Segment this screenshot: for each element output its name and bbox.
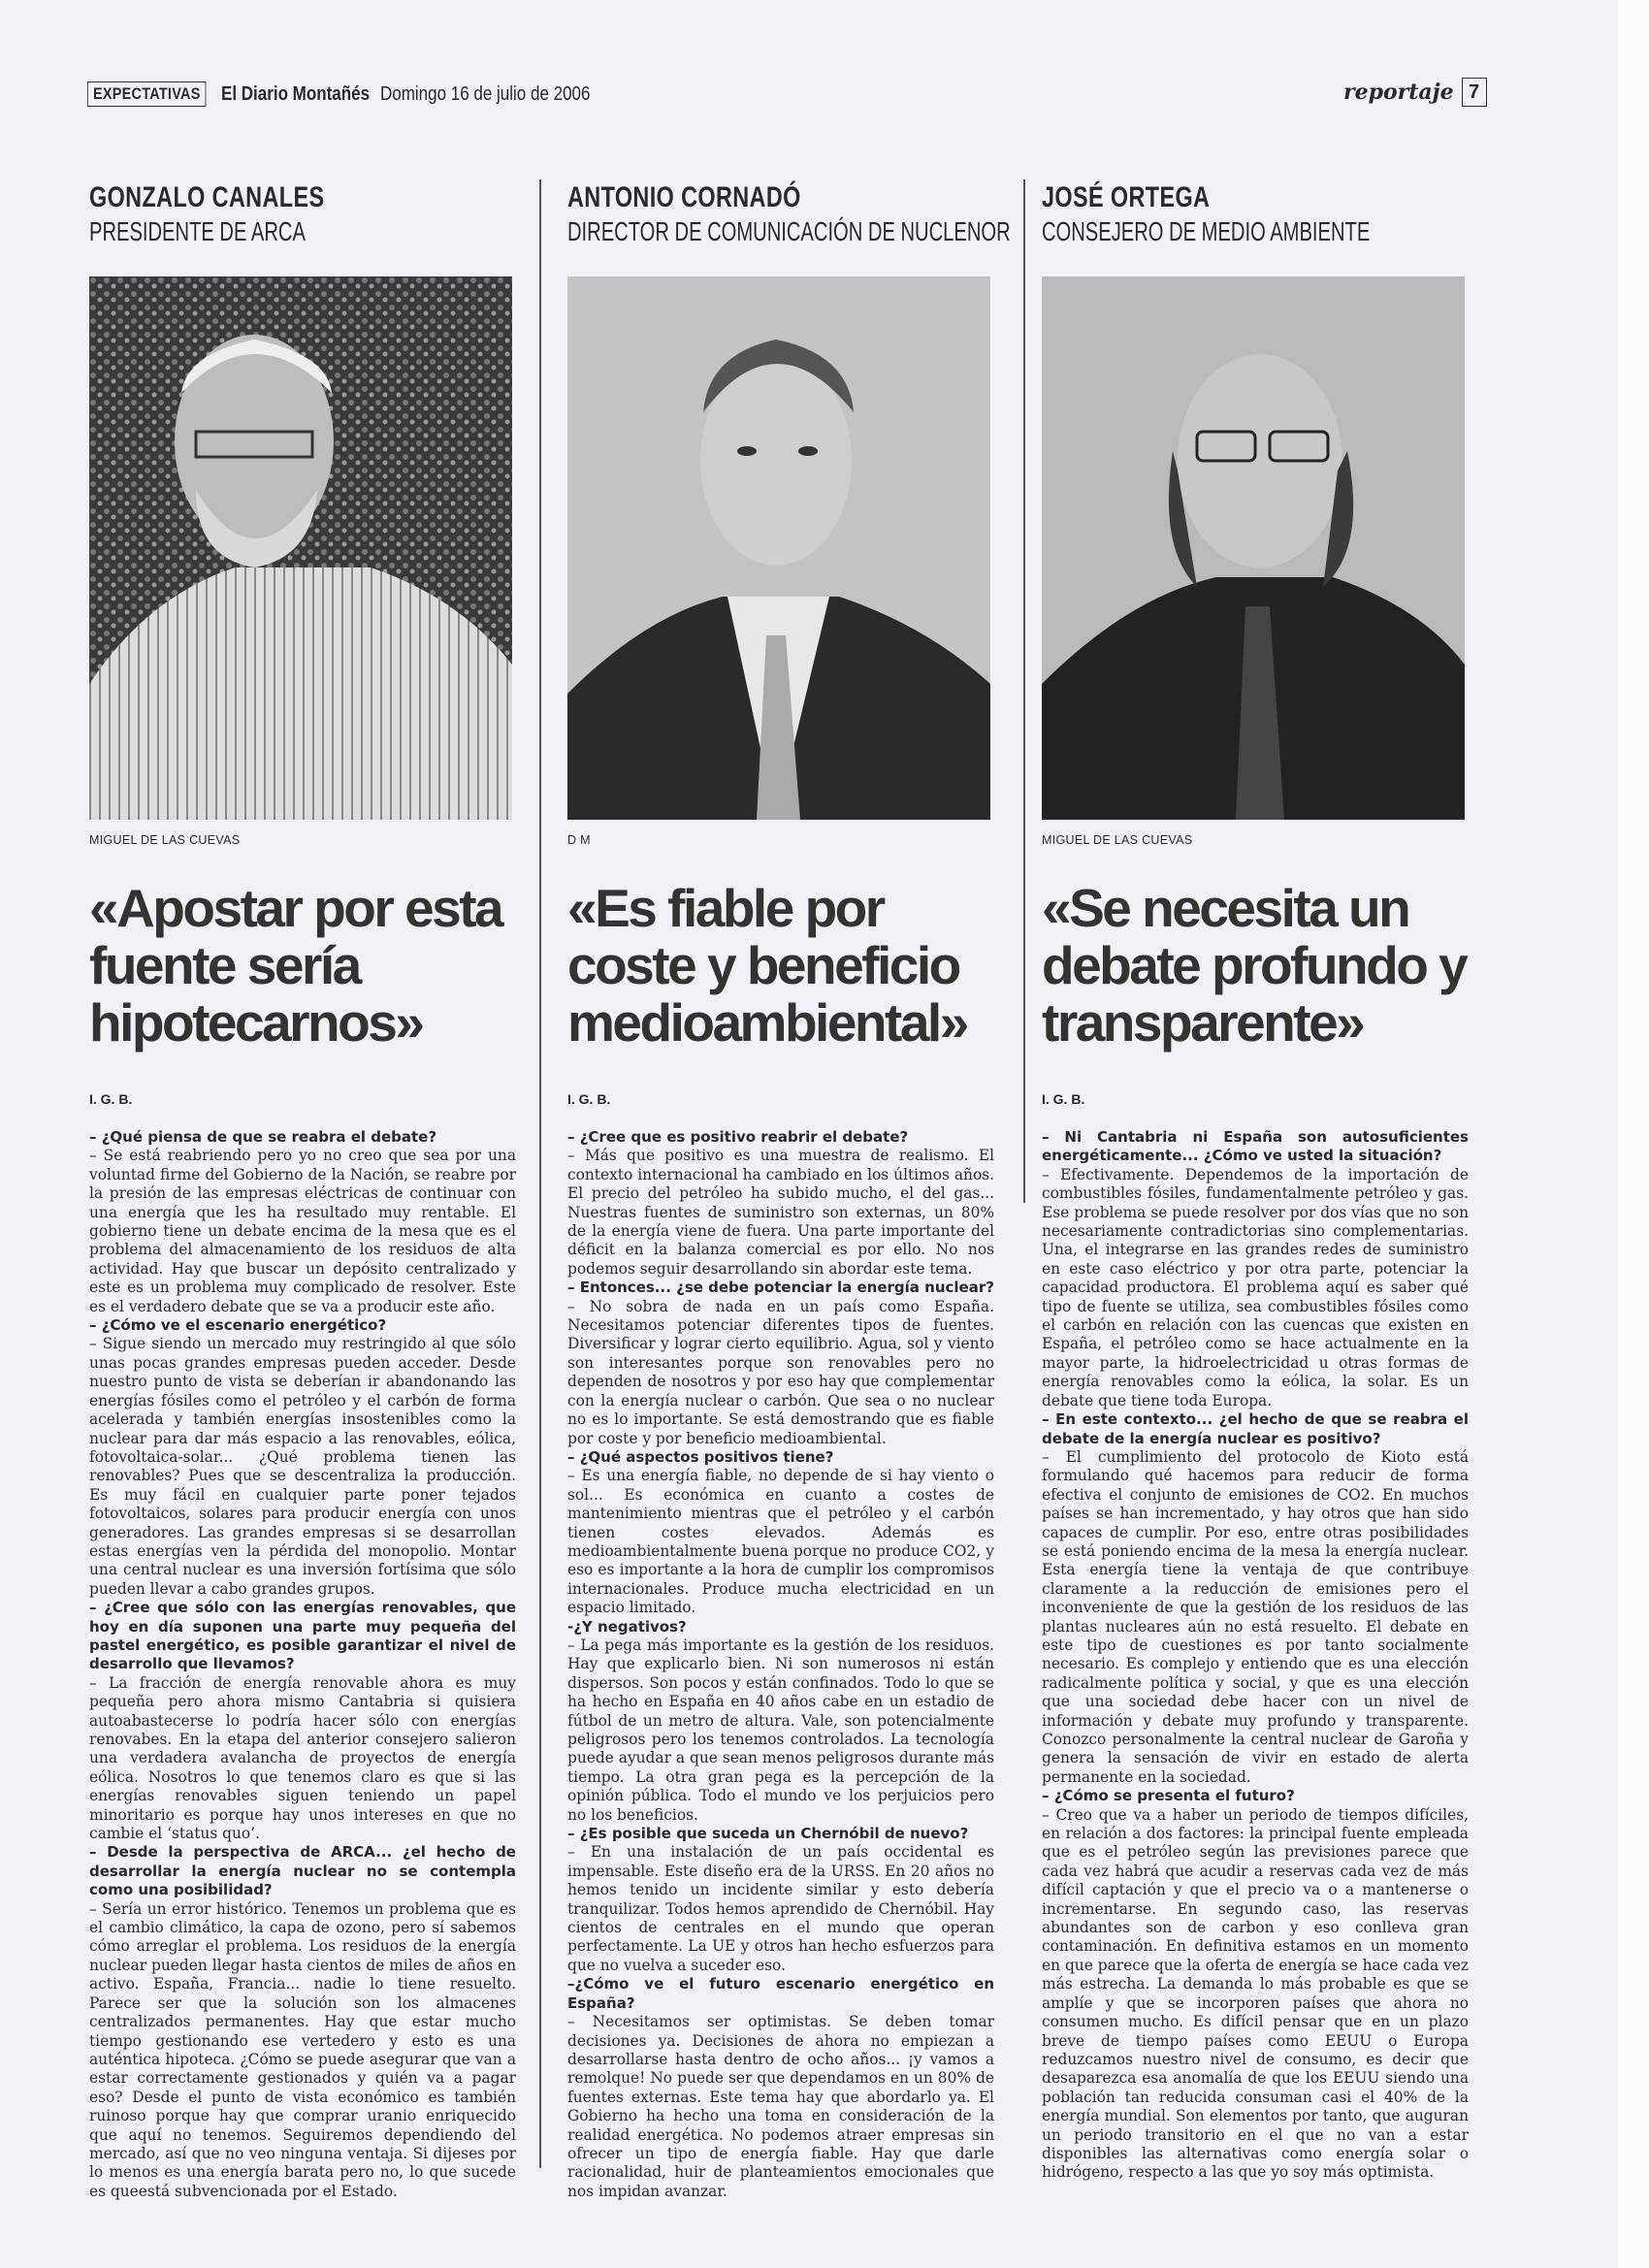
byline: I. G. B. (89, 1091, 133, 1107)
page-folio (1343, 78, 1487, 107)
question: – En este contexto... ¿el hecho de que se reabra el debate de la energía nuclear es positivo? (1042, 1410, 1469, 1447)
answer: – No sobra de nada en un país como España. Necesitamos potenciar diferentes tipos de fuentes. Diversificar y lograr cierto equilibrio. Agua, sol y viento son interesantes porque son renovables pero no dependen de nosotros y por eso hay que complementar con la energía nuclear o carbón. Que sea o no nuclear no es lo importante. Se está demostrando que es fiable por coste y por beneficio medioambiental. (567, 1297, 994, 1447)
interviewee-name: JOSÉ ORTEGA (1042, 181, 1211, 213)
answer: – Sería un error histórico. Tenemos un problema que es el cambio climático, la capa de ozono, pero sí sabemos cómo arreglar el problema. Los residuos de la energía nuclear pueden llegar hasta cientos de miles de años en activo. España, Francia... nadie lo tiene resuelto. Parece ser que la solución son los almacenes centralizados permanentes. Hay que estar mucho tiempo gestionando ese vertedero y esto es una auténtica hipoteca. ¿Cómo se puede asegurar que van a estar correctamente gestionados y quién va a pagar eso? Desde el punto de vista económico es también ruinoso porque hay que comprar uranio enriquecido que aquí no tenemos. Seguiremos dependiendo del mercado, así que no veo ninguna ventaja. Si dijeses por lo menos es una energía barata pero no, lo que sucede es queestá subvencionada por el Estado. (89, 1899, 516, 2200)
section-label: EXPECTATIVAS (87, 81, 207, 107)
portrait-photo (89, 276, 512, 820)
photo-credit: MIGUEL DE LAS CUEVAS (1042, 833, 1193, 847)
question: – ¿Es posible que suceda un Chernóbil de nuevo? (567, 1825, 969, 1843)
question: – ¿Cómo se presenta el futuro? (1042, 1787, 1295, 1805)
interviewee-role: CONSEJERO DE MEDIO AMBIENTE (1042, 216, 1371, 246)
page-edge (1618, 0, 1649, 2268)
interview-column (89, 175, 516, 2201)
question: – ¿Qué aspectos positivos tiene? (567, 1447, 834, 1466)
interview-body (89, 1128, 516, 2201)
interviewee-role: DIRECTOR DE COMUNICACIÓN DE NUCLENOR (567, 216, 1011, 246)
answer: – Sigue siendo un mercado muy restringido al que sólo unas pocas grandes empresas pueden acceder. Desde nuestro punto de vista se deberían ir abandonando las energías fósiles como el petróleo y el carbón de forma acelerada y también energías insostenibles como la nuclear para dar más espacio a las renovables, eólica, fotovoltaica-solar... ¿Qué problema tienen las renovables? Pues que se descentraliza la producción. Es muy fácil en cualquier parte poner tejados fotovoltaicos, solares para producir energía con unos generadores. Las grandes empresas si se desarrollan estas energías ven la pérdida del monopolio. Montar una central nuclear es una inversión fortísima que sólo pueden llevar a cabo grandes grupos. (89, 1335, 516, 1598)
column-divider (539, 179, 541, 2168)
newspaper-name: El Diario Montañés (221, 82, 371, 105)
question: -¿Y negativos? (567, 1617, 687, 1636)
answer: – La pega más importante es la gestión de los residuos. Hay que explicarlo bien. Ni son numerosos ni están dispersos. Son pocos y están confinados. Todo lo que se ha hecho en España en 40 años cabe en un estadio de fútbol de un metro de altura. Vale, son potencialmente peligrosos pero los tenemos controlados. La tecnología puede ayudar a que sean menos peligrosos durante más tiempo. La otra gran pega es la percepción de la opinión pública. Todo el mundo ve los perjuicios pero no los beneficios. (567, 1636, 994, 1824)
question: – ¿Cree que sólo con las energías renovables, que hoy en día suponen una parte muy pequeña del pastel energético, es posible garantizar el nivel de desarrollo que llevamos? (89, 1599, 516, 1673)
answer: – Creo que va a haber un periodo de tiempos difíciles, en relación a dos factores: la principal fuente empleada que es el petróleo según las previsiones parece que cada vez habrá que acudir a reservas cada vez de más difícil captación y que el precio va o a mantenerse o incrementarse. En segundo caso, las reservas abundantes son de carbon y eso conlleva gran contaminación. En definitiva estamos en un momento en que parece que la oferta de energía se hace cada vez más estrecha. La demanda lo más probable es que se amplíe y que se incorporen países que ahora no consumen mucho. Es difícil pensar que en un plazo breve de tiempo países como EEUU o Europa reduzcamos nuestro nivel de consumo, es decir que desaparezca esa anomalía de que los EEUU siendo una población tan reducida consuman casi el 40% de la energía mundial. Son elementos por tanto, que auguran un periodo transitorio en el que no van a estar disponibles las alternativas como energía solar o hidrógeno, respecto a las que yo soy más optimista. (1042, 1805, 1469, 2182)
interview-column (567, 175, 1011, 2201)
byline: I. G. B. (1042, 1091, 1085, 1107)
portrait-photo (567, 276, 990, 820)
photo-credit: MIGUEL DE LAS CUEVAS (89, 833, 241, 847)
interviewee-role: PRESIDENTE DE ARCA (89, 216, 306, 246)
question: – ¿Qué piensa de que se reabra el debate? (89, 1128, 437, 1146)
question: – Entonces... ¿se debe potenciar la energía nuclear? (567, 1279, 994, 1297)
page-number: 7 (1462, 78, 1487, 107)
interview-body (1042, 1128, 1469, 2183)
page-header (87, 81, 628, 107)
interviewee-name: GONZALO CANALES (89, 181, 325, 213)
headline: «Es fiable por coste y beneficio medioambiental» (567, 878, 967, 1053)
question: –¿Cómo ve el futuro escenario energético en España? (567, 1975, 994, 2012)
question: – Ni Cantabria ni España son autosuficientes energéticamente... ¿Cómo ve usted la situación? (1042, 1128, 1469, 1165)
answer: – Necesitamos ser optimistas. Se deben tomar decisiones ya. Decisiones de ahora no empiezan a desarrollarse hasta dentro de ocho años... ¡y vamos a remolque! No puede ser que dependamos en un 80% de fuentes externas. Este tema hay que abordarlo ya. El Gobierno ha hecho una toma en consideración de la realidad energética. No podemos atraer empresas sin ofrecer un tipo de energía fiable. Hay que darle racionalidad, huir de planteamientos emocionales que nos impidan avanzar. (567, 2013, 994, 2200)
question: – Desde la perspectiva de ARCA... ¿el hecho de desarrollar la energía nuclear no se contempla como una posibilidad? (89, 1843, 516, 1899)
interview-body (567, 1128, 994, 2201)
answer: – En una instalación de un país occidental es impensable. Este diseño era de la URSS. En 20 años no hemos tenido un incidente similar y esto debería tranquilizar. Todos hemos aprendido de Chernóbil. Hay cientos de centrales en el mundo que operan perfectamente. La UE y otros han hecho esfuerzos para que no vuelva a suceder eso. (567, 1843, 994, 1974)
issue-date: Domingo 16 de julio de 2006 (380, 82, 591, 105)
page-section: reportaje (1343, 80, 1454, 105)
question: – ¿Cómo ve el escenario energético? (89, 1316, 387, 1335)
question: – ¿Cree que es positivo reabrir el debate? (567, 1128, 909, 1146)
answer: – Se está reabriendo pero yo no creo que sea por una voluntad firme del Gobierno de la Nación, se reabre por la presión de las empresas eléctricas de continuar con una energía que les ha resultado muy rentable. El gobierno tiene un debate encima de la mesa que es el problema del almacenamiento de los residuos de alta actividad. Hay que buscar un depósito centralizado y este es un problema muy complicado de resolver. Este es el verdadero debate que se va a producir este año. (89, 1147, 516, 1315)
byline: I. G. B. (567, 1091, 611, 1107)
interviewee-name: ANTONIO CORNADÓ (567, 181, 801, 213)
interview-column (1042, 175, 1469, 2183)
answer: – Es una energía fiable, no depende de si hay viento o sol... Es económica en cuanto a costes de mantenimiento mientras que el petróleo y el carbón tienen costes elevados. Además es medioambientalmente buena porque no produce CO2, y eso es importante a la hora de cumplir los compromisos internacionales. Produce mucha electricidad en un espacio limitado. (567, 1467, 994, 1617)
headline: «Se necesita un debate profundo y transparente» (1042, 878, 1467, 1053)
answer: – Más que positivo es una muestra de realismo. El contexto internacional ha cambiado en los últimos años. El precio del petróleo ha subido mucho, el del gas... Nuestras fuentes de suministro son externas, un 80% de la energía viene de fuera. Una parte importante del déficit en la balanza comercial es por ello. No nos podemos seguir desarrollando sin abordar este tema. (567, 1147, 994, 1278)
column-divider (1023, 179, 1025, 1203)
answer: – Efectivamente. Dependemos de la importación de combustibles fósiles, fundamentalmente petróleo y gas. Ese problema se puede resolver por dos vías que no son necesariamente contradictorias sino complementarias. Una, el integrarse en las grandes redes de suministro en este caso eléctrico y por otra parte, potenciar la capacidad productora. El problema aquí es saber qué tipo de fuente se utiliza, sea combustibles fósiles como el carbón en relación con las cuencas que existen en España, el petróleo como se hace actualmente en la mayor parte, la hidroelectricidad u otras formas de energía renovables como la eólica, la solar. Es un debate que tiene toda Europa. (1042, 1165, 1469, 1409)
portrait-photo (1042, 276, 1465, 820)
answer: – El cumplimiento del protocolo de Kioto está formulando qué hacemos para reducir de forma efectiva el conjunto de emisiones de CO2. En muchos países se han incrementado, y hay otros que han sido capaces de cumplir. Por eso, entre otras posibilidades se está poniendo encima de la mesa la energía nuclear. Esta energía tiene la ventaja de que contribuye claramente a la reducción de emisiones pero el inconveniente de que la gestión de los residuos de las plantas nucleares aún no está resuelto. El debate en este tipo de cuestiones es por tanto socialmente necesario. Es complejo y entiendo que es una elección radicalmente política y social, y que es una elección que una sociedad debe hacer con un nivel de información y debate muy profundo y transparente. Conozco personalmente la central nuclear de Garoña y genera la sensación de vivir en estado de alerta permanente en la sociedad. (1042, 1447, 1469, 1786)
headline: «Apostar por esta fuente sería hipotecarnos» (89, 878, 502, 1053)
photo-credit: D M (567, 833, 591, 847)
answer: – La fracción de energía renovable ahora es muy pequeña pero ahora mismo Cantabria si quisiera autoabastecerse lo podría hacer sólo con energías renovabes. En la etapa del anterior consejero salieron una verdadera avalancha de proyectos de energía eólica. Nosotros lo que tenemos claro es que si las energías renovables siguen teniendo un papel minoritario es porque hay unos intereses en que no cambie el ‘status quo’. (89, 1673, 516, 1843)
